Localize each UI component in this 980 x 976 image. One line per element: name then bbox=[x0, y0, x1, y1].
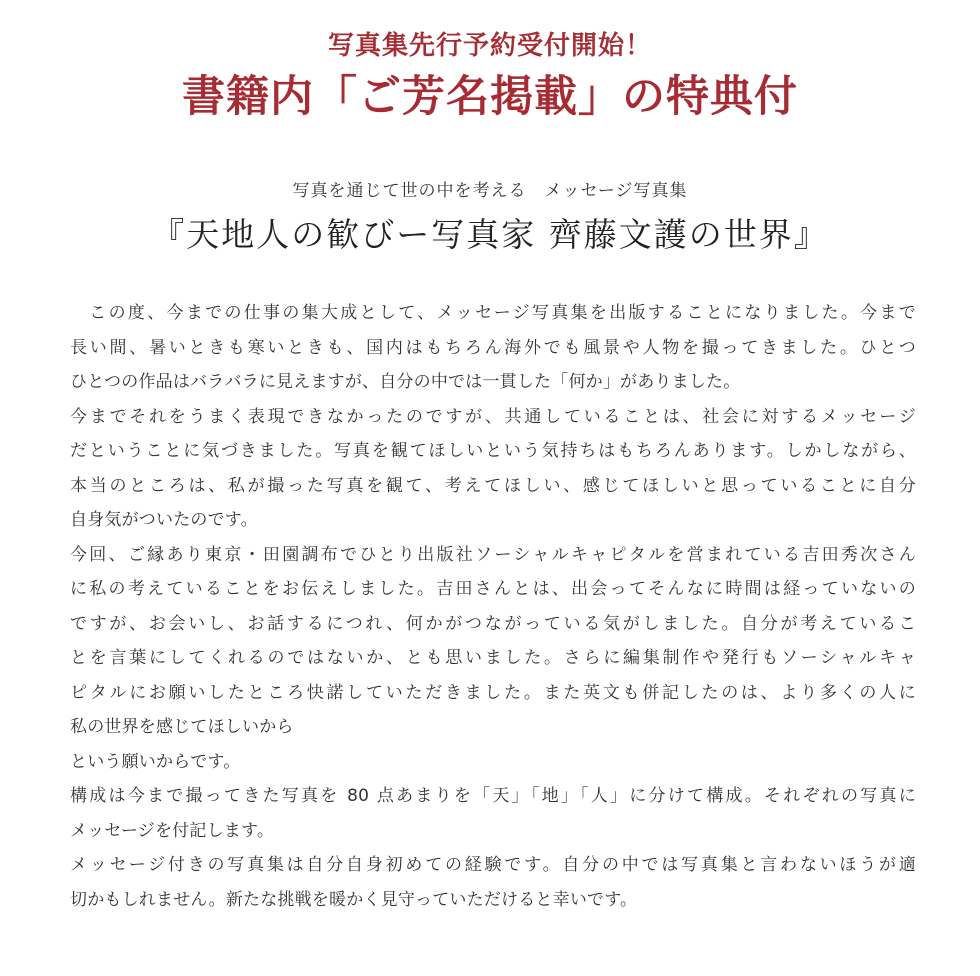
body-line: 本当のところは、私が撮った写真を観て、考えてほしい、感じてほしいと思っていることに自分 bbox=[70, 475, 916, 496]
body-line: 切かもしれません。新たな挑戦を暖かく見守っていただけると幸いです。 bbox=[70, 889, 638, 910]
body-line: に私の考えていることをお伝えしました。吉田さんとは、出会ってそんなに時間は経っていないの bbox=[70, 579, 916, 599]
body-line: 構成は今まで撮ってきた写真を 80 点あまりを「天」「地」「人」に分けて構成。それぞれの写真に bbox=[70, 786, 916, 806]
body-line: 自身気がついたのです。 bbox=[70, 510, 258, 530]
body-line: 長い間、暑いときも寒いときも、国内はもちろん海外でも風景や人物を撮ってきました。ひとつ bbox=[70, 337, 916, 358]
book-title: 『天地人の歓びー写真家 齊藤文護の世界』 bbox=[151, 215, 829, 254]
body-line: ですが、お会いし、お話するにつれ、何かがつながっている気がしました。自分が考えているこ bbox=[70, 613, 916, 634]
announcement-title: 書籍内「ご芳名掲載」の特典付 bbox=[182, 72, 798, 122]
body-line: メッセージを付記します。 bbox=[70, 820, 275, 841]
body-line: という願いからです。 bbox=[70, 751, 241, 772]
body-line: この度、今までの仕事の集大成として、メッセージ写真集を出版することになりました。今まで bbox=[70, 303, 916, 323]
body-line: メッセージ付きの写真集は自分自身初めての経験です。自分の中では写真集と言わないほうが適 bbox=[70, 855, 916, 875]
body-line: ひとつの作品はバラバラに見えますが、自分の中では一貫した「何か」がありました。 bbox=[70, 372, 741, 392]
body-line: だということに気づきました。写真を観てほしいという気持ちはもちろんあります。しかしながら、 bbox=[70, 441, 916, 461]
body-line: とを言葉にしてくれるのではないか、とも思いました。さらに編集制作や発行もソーシャルキャ bbox=[70, 648, 916, 668]
body-text bbox=[70, 296, 916, 917]
body-line: 今までそれをうまく表現できなかったのですが、共通していることは、社会に対するメッセージ bbox=[70, 406, 916, 427]
body-line: 私の世界を感じてほしいから bbox=[70, 717, 294, 737]
body-line: ピタルにお願いしたところ快諾していただきました。また英文も併記したのは、より多くの人に bbox=[70, 682, 916, 703]
announcement-subtitle: 写真集先行予約受付開始！ bbox=[327, 31, 652, 61]
body-line: 今回、ご縁あり東京・田園調布でひとり出版社ソーシャルキャピタルを営まれている吉田秀次さん bbox=[70, 544, 916, 565]
book-tagline: 写真を通じて世の中を考える メッセージ写真集 bbox=[292, 181, 688, 201]
